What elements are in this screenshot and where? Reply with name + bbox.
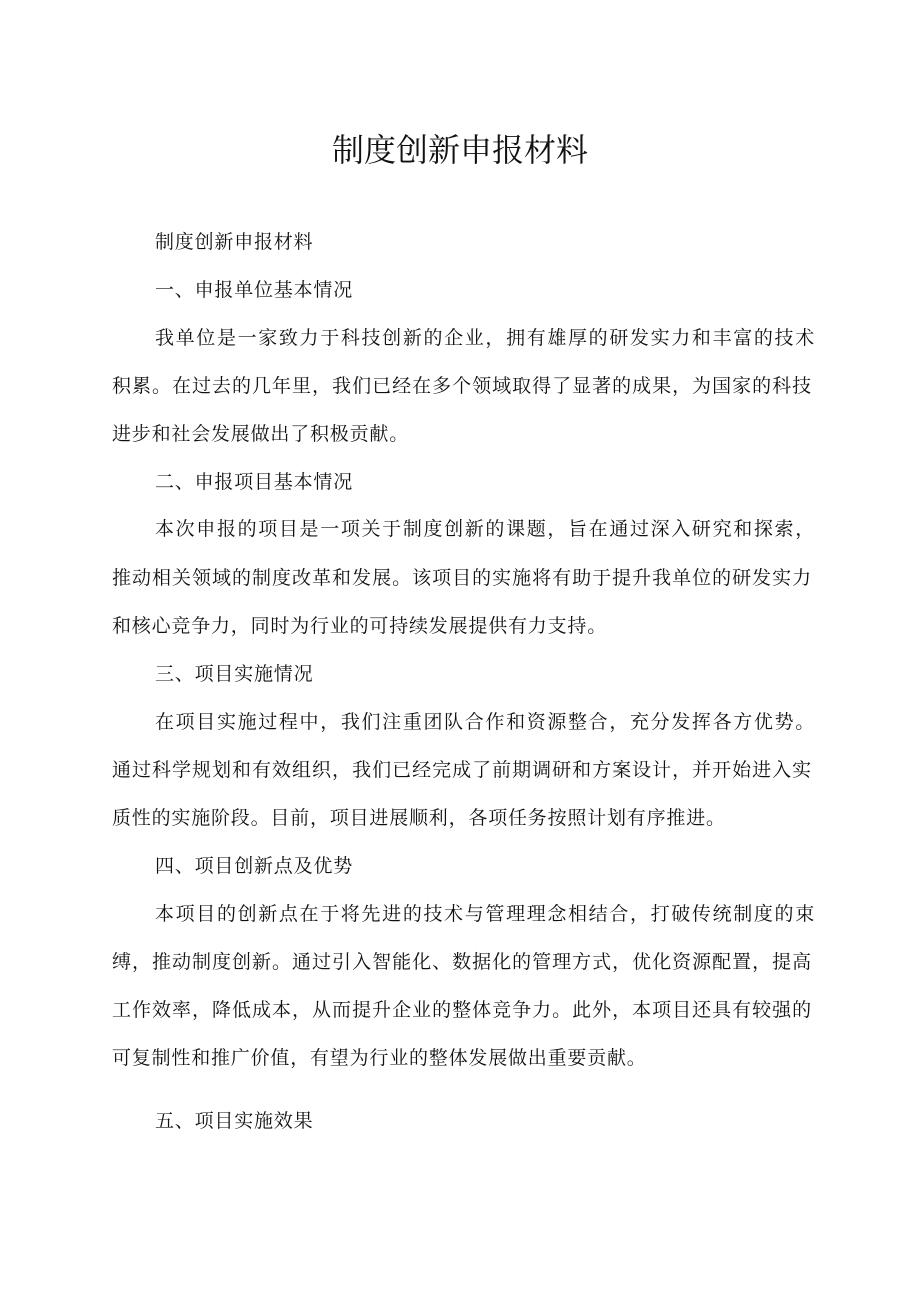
subtitle-line: 制度创新申报材料 bbox=[155, 231, 314, 253]
section-heading-5: 五、项目实施效果 bbox=[155, 1110, 314, 1132]
section-heading-1: 一、申报单位基本情况 bbox=[155, 279, 354, 301]
paragraph-2-line-1: 本次申报的项目是一项关于制度创新的课题，旨在通过深入研究和探索， bbox=[155, 518, 815, 540]
paragraph-4-line-3: 工作效率，降低成本，从而提升企业的整体竞争力。此外，本项目还具有较强的 bbox=[112, 999, 812, 1021]
document-title: 制度创新申报材料 bbox=[331, 131, 588, 169]
paragraph-1-line-1: 我单位是一家致力于科技创新的企业，拥有雄厚的研发实力和丰富的技术 bbox=[155, 327, 815, 349]
section-heading-4: 四、项目创新点及优势 bbox=[155, 855, 354, 877]
paragraph-4-line-4: 可复制性和推广价值，有望为行业的整体发展做出重要贡献。 bbox=[112, 1047, 647, 1069]
paragraph-4-line-2: 缚，推动制度创新。通过引入智能化、数据化的管理方式，优化资源配置，提高 bbox=[112, 951, 812, 973]
paragraph-2-line-2: 推动相关领域的制度改革和发展。该项目的实施将有助于提升我单位的研发实力 bbox=[112, 567, 812, 589]
section-heading-2: 二、申报项目基本情况 bbox=[155, 471, 354, 493]
paragraph-3-line-3: 质性的实施阶段。目前，项目进展顺利，各项任务按照计划有序推进。 bbox=[112, 807, 726, 829]
paragraph-4-line-1: 本项目的创新点在于将先进的技术与管理理念相结合，打破传统制度的束 bbox=[155, 903, 815, 925]
paragraph-2-line-3: 和核心竞争力，同时为行业的可持续发展提供有力支持。 bbox=[112, 615, 608, 637]
paragraph-1-line-2: 积累。在过去的几年里，我们已经在多个领域取得了显著的成果，为国家的科技 bbox=[112, 375, 812, 397]
paragraph-3-line-1: 在项目实施过程中，我们注重团队合作和资源整合，充分发挥各方优势。 bbox=[155, 711, 815, 733]
section-heading-3: 三、项目实施情况 bbox=[155, 663, 314, 685]
paragraph-3-line-2: 通过科学规划和有效组织，我们已经完成了前期调研和方案设计，并开始进入实 bbox=[112, 759, 812, 781]
paragraph-1-line-3: 进步和社会发展做出了积极贡献。 bbox=[112, 423, 410, 445]
